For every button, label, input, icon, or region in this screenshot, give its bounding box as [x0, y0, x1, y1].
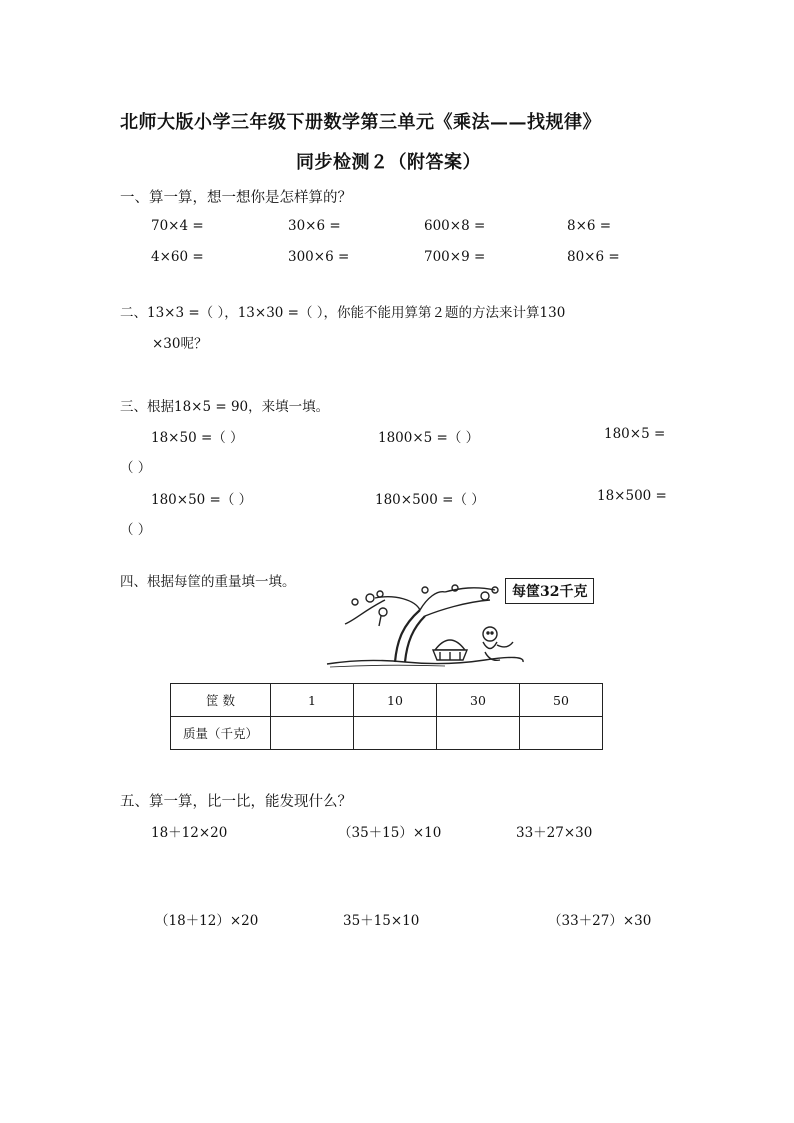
table-cell: 50 — [520, 684, 603, 717]
table-cell: 10 — [354, 684, 437, 717]
table-cell: 1 — [271, 684, 354, 717]
q5-heading: 五、算一算，比一比，能发现什么？ — [120, 794, 352, 810]
q1-item: 70×4 = — [151, 218, 204, 234]
q3-item: 180×5 = — [604, 426, 666, 442]
q1-heading: 一、算一算，想一想你是怎样算的？ — [120, 190, 352, 206]
q3-blank: （ ） — [120, 460, 152, 476]
q1-item: 600×8 = — [424, 218, 486, 234]
q3-item: 180×500 =（ ） — [375, 492, 485, 508]
answer-cell[interactable] — [520, 717, 603, 750]
q5-item: （35＋15）×10 — [338, 825, 442, 841]
table-cell: 30 — [437, 684, 520, 717]
q4-heading: 四、根据每筐的重量填一填。 — [120, 574, 296, 590]
q1-item: 700×9 = — [424, 249, 486, 265]
answer-cell[interactable] — [354, 717, 437, 750]
table-row — [171, 684, 603, 717]
page-title-line2: 同步检测２（附答案） — [296, 152, 481, 173]
q3-item: 1800×5 =（ ） — [378, 430, 480, 446]
q3-item: 18×500 = — [597, 488, 667, 504]
tree-monkey-illustration — [325, 580, 525, 670]
q5-item: （33＋27）×30 — [548, 913, 652, 929]
page-title-line1: 北师大版小学三年级下册数学第三单元《乘法——找规律》 — [120, 112, 601, 133]
q3-item: 180×50 =（ ） — [151, 492, 253, 508]
q3-item: 18×50 =（ ） — [151, 430, 244, 446]
table-header-cell: 质量（千克） — [171, 717, 271, 750]
q2-line2: ×30呢？ — [152, 336, 208, 352]
q1-item: 80×6 = — [567, 249, 620, 265]
basket-weight-table — [170, 683, 603, 750]
q1-item: 30×6 = — [288, 218, 341, 234]
answer-cell[interactable] — [271, 717, 354, 750]
answer-cell[interactable] — [437, 717, 520, 750]
basket-weight-callout: 每筐32千克 — [505, 578, 594, 604]
q5-item: 35＋15×10 — [343, 913, 420, 929]
q1-item: 8×6 = — [567, 218, 612, 234]
q5-item: （18＋12）×20 — [155, 913, 259, 929]
q3-heading: 三、根据18×5 = 90，来填一填。 — [120, 399, 330, 415]
q5-item: 18＋12×20 — [151, 825, 228, 841]
table-header-cell: 筐 数 — [171, 684, 271, 717]
q5-item: 33＋27×30 — [516, 825, 593, 841]
q3-blank: （ ） — [120, 522, 152, 538]
q1-item: 4×60 = — [151, 249, 204, 265]
q2-line1: 二、13×3 =（ ），13×30 =（ ），你能不能用算第２题的方法来计算130 — [120, 305, 566, 321]
q1-item: 300×6 = — [288, 249, 350, 265]
table-row — [171, 717, 603, 750]
